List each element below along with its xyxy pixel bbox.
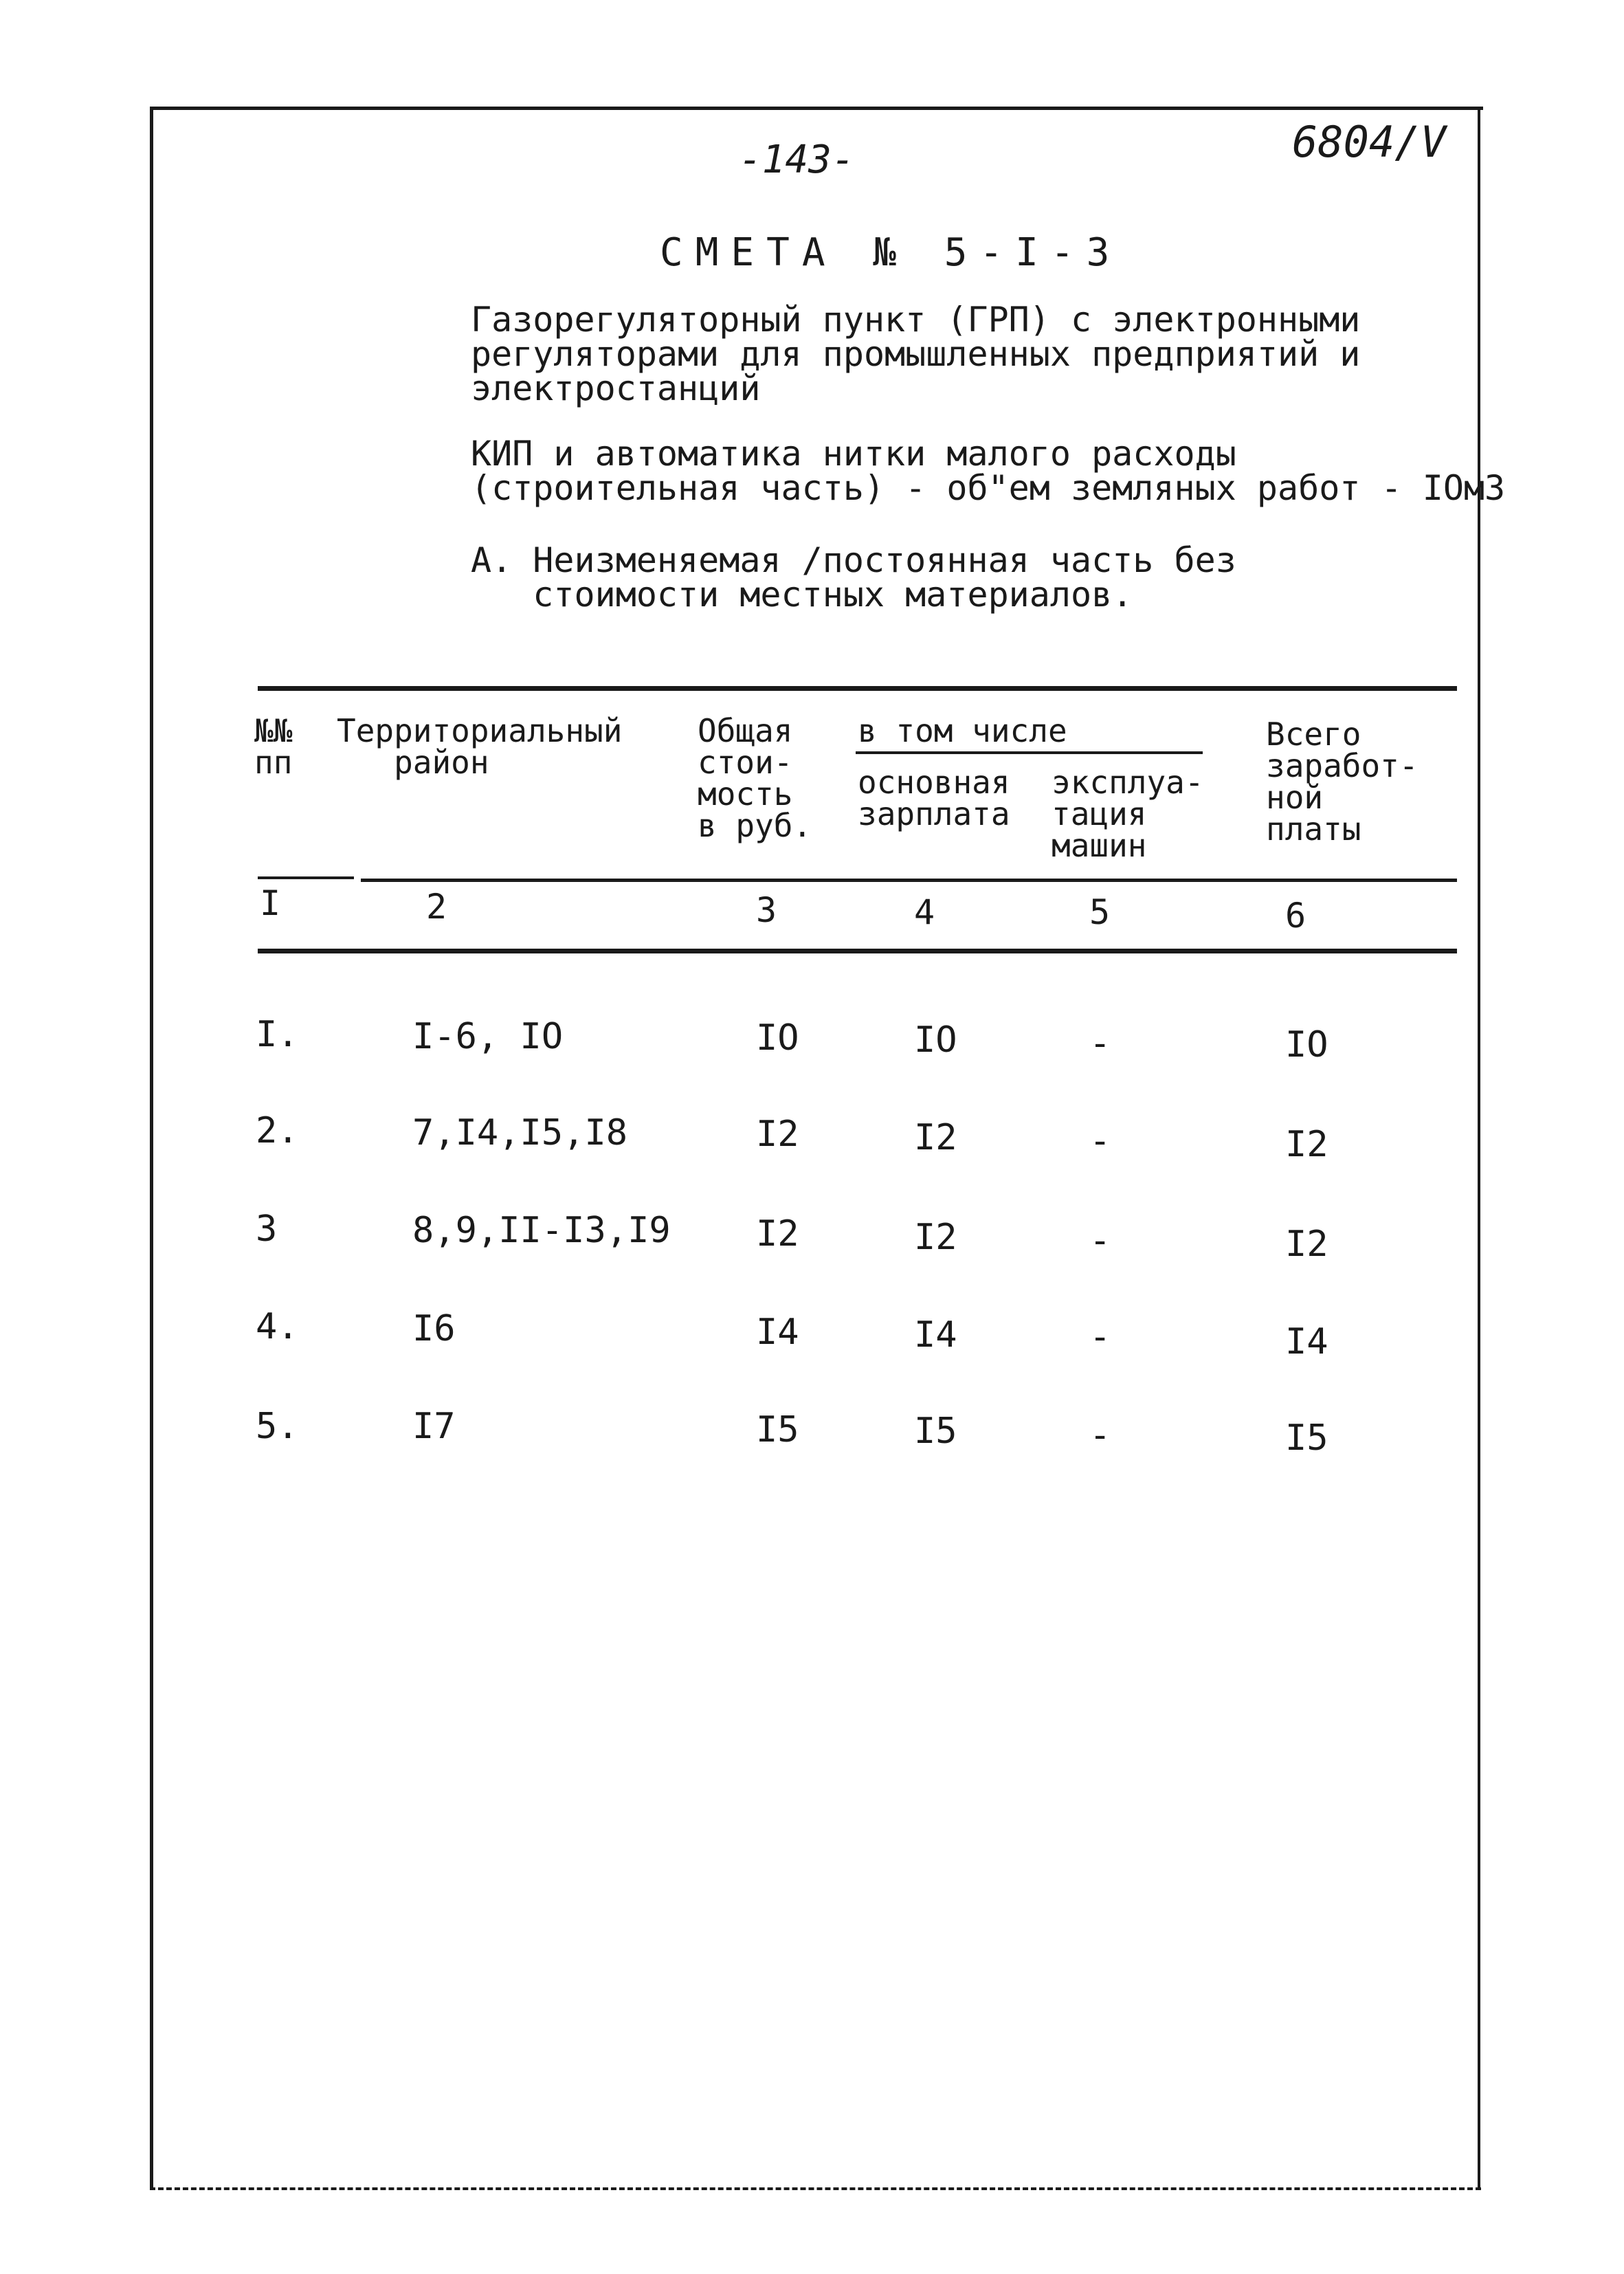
column-number: 2 — [426, 887, 447, 927]
row-wage: I2 — [914, 1117, 957, 1158]
row-all-wage: IO — [1285, 1024, 1328, 1066]
page-number: -143- — [739, 137, 855, 182]
row-index: 5. — [256, 1406, 299, 1447]
table-top-rule — [258, 686, 1457, 691]
row-total: I4 — [756, 1312, 799, 1353]
row-total: I5 — [756, 1409, 799, 1450]
row-total: I2 — [756, 1114, 799, 1155]
row-total: I2 — [756, 1213, 799, 1255]
header-group-including: в том числе — [858, 712, 1067, 749]
column-number: 5 — [1089, 892, 1111, 932]
frame-bottom-border — [150, 2187, 1481, 2190]
header-total-wage: Всего заработ- ной платы — [1266, 716, 1419, 848]
row-index: I. — [256, 1014, 299, 1055]
row-machines: - — [1089, 1415, 1111, 1456]
row-machines: - — [1089, 1220, 1111, 1261]
row-wage: IO — [914, 1019, 957, 1061]
row-wage: I5 — [914, 1411, 957, 1452]
row-all-wage: I2 — [1285, 1124, 1328, 1165]
column-number: I — [260, 883, 281, 923]
row-index: 3 — [256, 1208, 278, 1250]
row-wage: I2 — [914, 1217, 957, 1258]
section-a-description: А. Неизменяемая /постоянная часть без стоимости местных материалов. — [471, 540, 1236, 615]
row-index: 4. — [256, 1306, 299, 1347]
row-district: I-6, IO — [412, 1016, 564, 1057]
row-machines: - — [1089, 1121, 1111, 1162]
row-all-wage: I5 — [1285, 1417, 1328, 1459]
row-total: IO — [756, 1017, 799, 1059]
header-base-wage: основная зарплата — [858, 764, 1010, 832]
header-total-cost: Общая стои- мость в руб. — [698, 712, 812, 844]
frame-right-border — [1478, 110, 1480, 2189]
header-machines: эксплуа- тация машин — [1052, 764, 1204, 864]
row-machines: - — [1089, 1316, 1111, 1358]
column-numbers-rule — [258, 949, 1457, 953]
row-district: 8,9,II-I3,I9 — [412, 1210, 671, 1251]
column-number: 4 — [914, 892, 935, 932]
row-machines: - — [1089, 1023, 1111, 1064]
row-all-wage: I2 — [1285, 1224, 1328, 1265]
row-all-wage: I4 — [1285, 1321, 1328, 1362]
frame-left-border — [150, 107, 153, 2189]
header-rule-col1 — [258, 876, 354, 879]
document-code: 6804/V — [1292, 117, 1446, 167]
row-district: 7,I4,I5,I8 — [412, 1112, 628, 1153]
column-number: 3 — [756, 890, 777, 930]
frame-top-border — [150, 107, 1483, 110]
header-district: Территориальный район — [337, 712, 623, 781]
row-district: I6 — [412, 1308, 456, 1349]
work-description: КИП и автоматика нитки малого расходы (строительная часть) - об"ем земляных работ - IOм3 — [471, 434, 1506, 508]
object-description: Газорегуляторный пункт (ГРП) с электронными регуляторами для промышленных предприятий и электростанций — [471, 300, 1361, 408]
header-index: №№ пп — [254, 712, 293, 781]
header-bottom-rule — [361, 879, 1457, 882]
document-title: СМЕТА № 5-I-3 — [660, 230, 1122, 275]
column-number: 6 — [1285, 896, 1306, 936]
row-wage: I4 — [914, 1314, 957, 1356]
row-index: 2. — [256, 1110, 299, 1151]
row-district: I7 — [412, 1406, 456, 1447]
group-underline — [856, 751, 1203, 754]
